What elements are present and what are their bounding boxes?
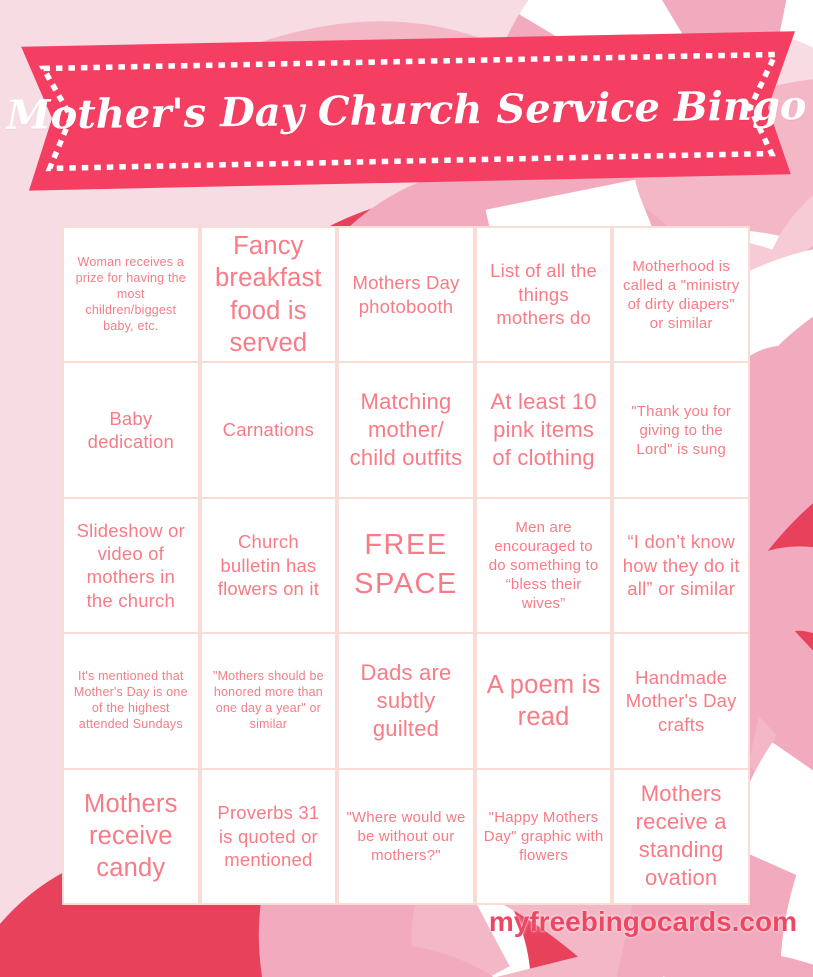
bingo-cell[interactable] bbox=[202, 770, 336, 903]
bingo-cell[interactable] bbox=[339, 363, 473, 496]
bingo-cell-text: Handmade Mother's Day crafts bbox=[625, 666, 737, 735]
bingo-cell[interactable] bbox=[339, 634, 473, 767]
bingo-cell-text: "Mothers should be honored more than one day a year" or similar bbox=[212, 669, 324, 731]
bingo-cell-text: At least 10 pink items of clothing bbox=[490, 389, 597, 471]
bingo-cell-text: Slideshow or video of mothers in the church bbox=[76, 519, 185, 611]
bingo-cell-text: A poem is read bbox=[486, 670, 601, 731]
bingo-cell[interactable] bbox=[339, 228, 473, 361]
bingo-cell[interactable] bbox=[202, 499, 336, 632]
bingo-cell[interactable] bbox=[202, 634, 336, 767]
bingo-cell[interactable] bbox=[477, 499, 611, 632]
bingo-cell[interactable] bbox=[614, 770, 748, 903]
page-title: Mother's Day Church Service Bingo bbox=[6, 81, 807, 139]
bingo-cell[interactable] bbox=[614, 634, 748, 767]
bingo-cell-text: Church bulletin has flowers on it bbox=[217, 531, 320, 600]
bingo-cell-text: "Happy Mothers Day" graphic with flowers bbox=[483, 808, 604, 864]
bingo-cell-text: Proverbs 31 is quoted or mentioned bbox=[217, 802, 320, 871]
bingo-cell[interactable] bbox=[477, 228, 611, 361]
bingo-cell-text: List of all the things mothers do bbox=[490, 260, 598, 329]
bingo-cell[interactable] bbox=[64, 499, 198, 632]
bingo-cell-text: "Thank you for giving to the Lord" is sung bbox=[631, 402, 732, 458]
bingo-cell-text: Mothers receive candy bbox=[84, 789, 178, 883]
bingo-cell[interactable] bbox=[614, 228, 748, 361]
bingo-cell-text: Woman receives a prize for having the most children/biggest baby, etc. bbox=[75, 255, 186, 333]
bingo-cell[interactable] bbox=[202, 228, 336, 361]
bingo-cell-text: It's mentioned that Mother's Day is one of the highest attended Sundays bbox=[73, 669, 188, 731]
bingo-cell-text: “I don’t know how they do it all” or similar bbox=[622, 531, 740, 600]
bingo-cell-text: "Where would we be without our mothers?" bbox=[346, 808, 466, 864]
bingo-cell[interactable] bbox=[614, 499, 748, 632]
bingo-cell-text: Motherhood is called a "ministry of dirty diapers" or similar bbox=[622, 257, 740, 332]
bingo-cell[interactable] bbox=[64, 228, 198, 361]
banner bbox=[0, 19, 813, 205]
bingo-cell-text: Baby dedication bbox=[87, 407, 174, 453]
bingo-cell[interactable] bbox=[477, 770, 611, 903]
bingo-cell[interactable] bbox=[64, 770, 198, 903]
bingo-cell[interactable] bbox=[64, 363, 198, 496]
site-credit: myfreebingocards.com bbox=[488, 906, 797, 937]
bingo-cell-text: Dads are subtly guilted bbox=[360, 659, 452, 741]
bingo-cell-text: Men are encouraged to do something to “bless their wives” bbox=[488, 518, 599, 613]
bingo-cell-text: Matching mother/ child outfits bbox=[349, 389, 463, 471]
bingo-cell-free-space[interactable] bbox=[339, 499, 473, 632]
bingo-cell[interactable] bbox=[202, 363, 336, 496]
bingo-cell-text: Mothers receive a standing ovation bbox=[635, 781, 727, 891]
bingo-grid bbox=[62, 226, 750, 905]
bingo-cell[interactable] bbox=[614, 363, 748, 496]
bingo-cell[interactable] bbox=[477, 634, 611, 767]
bingo-cell[interactable] bbox=[477, 363, 611, 496]
bingo-cell[interactable] bbox=[64, 634, 198, 767]
bingo-cell-text: Carnations bbox=[222, 419, 315, 441]
bingo-cell-text: Mothers Day photobooth bbox=[352, 272, 460, 317]
bingo-cell-text: Fancy breakfast food is served bbox=[215, 231, 322, 358]
bingo-cell-text: FREE SPACE bbox=[354, 529, 458, 601]
bingo-cell[interactable] bbox=[339, 770, 473, 903]
